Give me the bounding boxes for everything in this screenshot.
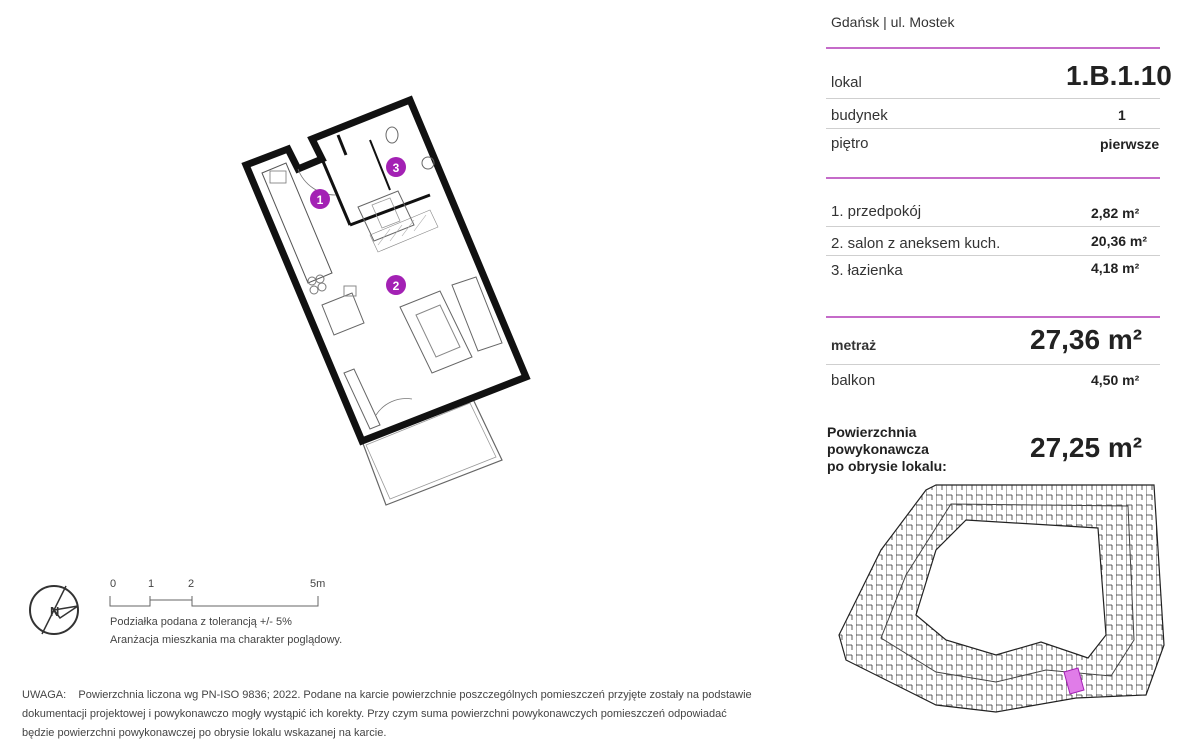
room-1-area: 2,82 m² <box>1091 205 1140 221</box>
balkon-label: balkon <box>831 372 876 389</box>
metraz-label: metraż <box>831 337 877 353</box>
budynek-value: 1 <box>1118 107 1126 123</box>
svg-text:2: 2 <box>392 279 400 293</box>
scale-tick-1: 1 <box>148 578 155 590</box>
powierzchnia-value: 27,25 m² <box>1030 432 1143 463</box>
footer-line-2: dokumentacji projektowej i powykonawczo mogły wystąpić ich korekty. Przy czym suma powierzchni powykonawczych pomieszczeń odpowiadać <box>22 708 727 720</box>
svg-text:3: 3 <box>392 161 400 175</box>
metraz-value: 27,36 m² <box>1030 324 1143 355</box>
room-3-area: 4,18 m² <box>1091 260 1140 276</box>
room-marker-1 <box>310 189 330 209</box>
compass-icon <box>26 580 82 638</box>
scale-tick-5m: 5m <box>310 578 326 590</box>
lokal-label: lokal <box>831 74 862 91</box>
scale-tolerance-note: Podziałka podana z tolerancją +/- 5% <box>110 616 292 628</box>
room-2-name: 2. salon z aneksem kuch. <box>831 235 1001 252</box>
footer-line-3: będzie powierzchni powykonawczej po obrysie lokalu wskazanej na karcie. <box>22 727 387 739</box>
divider <box>826 128 1160 129</box>
svg-text:N: N <box>50 604 60 619</box>
footer-note <box>22 686 822 743</box>
divider <box>826 98 1160 99</box>
balkon-value: 4,50 m² <box>1091 372 1140 388</box>
divider <box>826 47 1160 49</box>
location-header: Gdańsk | ul. Mostek <box>831 14 955 30</box>
floor-plan <box>240 95 540 515</box>
room-1-name: 1. przedpokój <box>831 203 922 220</box>
scale-tick-2: 2 <box>188 578 195 590</box>
svg-text:1: 1 <box>316 193 324 207</box>
divider <box>826 316 1160 318</box>
powierzchnia-label: Powierzchnia powykonawcza po obrysie lokalu: <box>827 424 947 474</box>
room-marker-2 <box>386 275 406 295</box>
room-marker-3 <box>386 157 406 177</box>
scale-bar <box>108 576 328 612</box>
footer-line-1: UWAGA: Powierzchnia liczona wg PN-ISO 9836; 2022. Podane na karcie powierzchnie poszczególnych pomieszczeń przyjęte zostały na podstawie <box>22 689 752 701</box>
pietro-label: piętro <box>831 135 869 152</box>
pietro-value: pierwsze <box>1100 136 1160 152</box>
divider <box>826 364 1160 365</box>
divider <box>826 255 1160 256</box>
arrangement-note: Aranżacja mieszkania ma charakter poglądowy. <box>110 634 343 646</box>
room-3-name: 3. łazienka <box>831 262 903 279</box>
building-key-plan <box>836 480 1166 716</box>
divider <box>826 226 1160 227</box>
scale-tick-0: 0 <box>110 578 117 590</box>
budynek-label: budynek <box>831 107 888 124</box>
room-2-area: 20,36 m² <box>1091 233 1148 249</box>
divider <box>826 177 1160 179</box>
lokal-value: 1.B.1.10 <box>1066 60 1172 91</box>
apartment-walls <box>246 100 526 441</box>
